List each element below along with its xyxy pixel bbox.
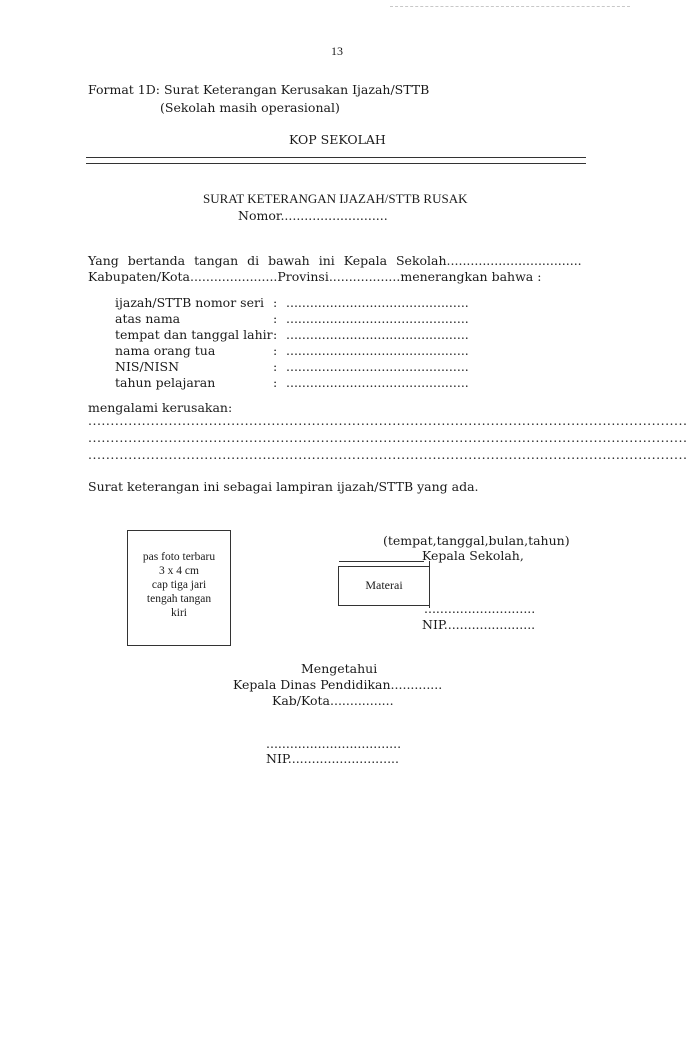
field-colon: : — [273, 295, 278, 310]
field-colon: : — [273, 327, 278, 342]
intro-line-1: Yang bertanda tangan di bawah ini Kepala Sekolah.................................. — [88, 253, 582, 268]
field-dots: .............................................. — [286, 311, 469, 326]
photo-box — [127, 530, 231, 646]
headmaster-title: Kepala Sekolah, — [422, 548, 524, 563]
place-date: (tempat,tanggal,bulan,tahun) — [383, 533, 570, 548]
field-label: NIS/NISN — [115, 359, 180, 374]
field-label: nama orang tua — [115, 343, 216, 358]
photo-box-line: 3 x 4 cm — [159, 565, 199, 577]
photo-box-line: kiri — [171, 607, 187, 619]
dinas-signature-dots: .................................. — [266, 736, 402, 751]
field-colon: : — [273, 343, 278, 358]
field-dots: .............................................. — [286, 295, 469, 310]
kop-sekolah: KOP SEKOLAH — [289, 132, 386, 147]
field-dots: .............................................. — [286, 375, 469, 390]
field-colon: : — [273, 359, 278, 374]
damage-label: mengalami kerusakan: — [88, 400, 233, 415]
field-dots: .............................................. — [286, 343, 469, 358]
damage-dots-line: ...................................................................................................................................... — [88, 430, 687, 445]
page-number: 13 — [331, 44, 343, 58]
photo-box-line: pas foto terbaru — [142, 551, 216, 563]
photo-box-line: cap tiga jari — [151, 579, 207, 591]
dinas-nip: NIP............................ — [266, 751, 400, 766]
closing-statement: Surat keterangan ini sebagai lampiran ijazah/STTB yang ada. — [88, 479, 479, 494]
materai-label: Materai — [365, 578, 403, 592]
materai-box — [338, 566, 430, 606]
field-label: tempat dan tanggal lahir — [115, 327, 273, 342]
header-rule-bottom — [86, 163, 586, 164]
field-dots: .............................................. — [286, 359, 469, 374]
damage-dots-line: ...................................................................................................................................... — [88, 413, 687, 428]
field-label: atas nama — [115, 311, 181, 326]
intro-line-2: Kabupaten/Kota......................Provinsi..................menerangkan bahwa : — [88, 269, 542, 284]
kab-kota: Kab/Kota................ — [272, 693, 394, 708]
field-dots: .............................................. — [286, 327, 469, 342]
field-label: ijazah/STTB nomor seri — [115, 295, 264, 310]
headmaster-nip: NIP....................... — [422, 617, 536, 632]
field-label: tahun pelajaran — [115, 375, 216, 390]
mengetahui: Mengetahui — [301, 661, 378, 676]
kepala-dinas: Kepala Dinas Pendidikan............. — [233, 677, 443, 692]
letter-title: SURAT KETERANGAN IJAZAH/STTB RUSAK — [203, 191, 468, 206]
field-colon: : — [273, 375, 278, 390]
headmaster-signature-dots: ............................ — [424, 601, 536, 616]
format-title: Format 1D: Surat Keterangan Kerusakan Ijazah/STTB — [88, 82, 430, 97]
damage-dots-line: ...................................................................................................................................... — [88, 447, 687, 462]
scan-edge-line — [390, 6, 630, 7]
materai-top-line — [339, 561, 424, 562]
format-subtitle: (Sekolah masih operasional) — [160, 100, 340, 115]
letter-number: Nomor........................... — [238, 208, 388, 223]
header-rule-top — [86, 157, 586, 158]
field-colon: : — [273, 311, 278, 326]
photo-box-line: tengah tangan — [146, 593, 212, 605]
